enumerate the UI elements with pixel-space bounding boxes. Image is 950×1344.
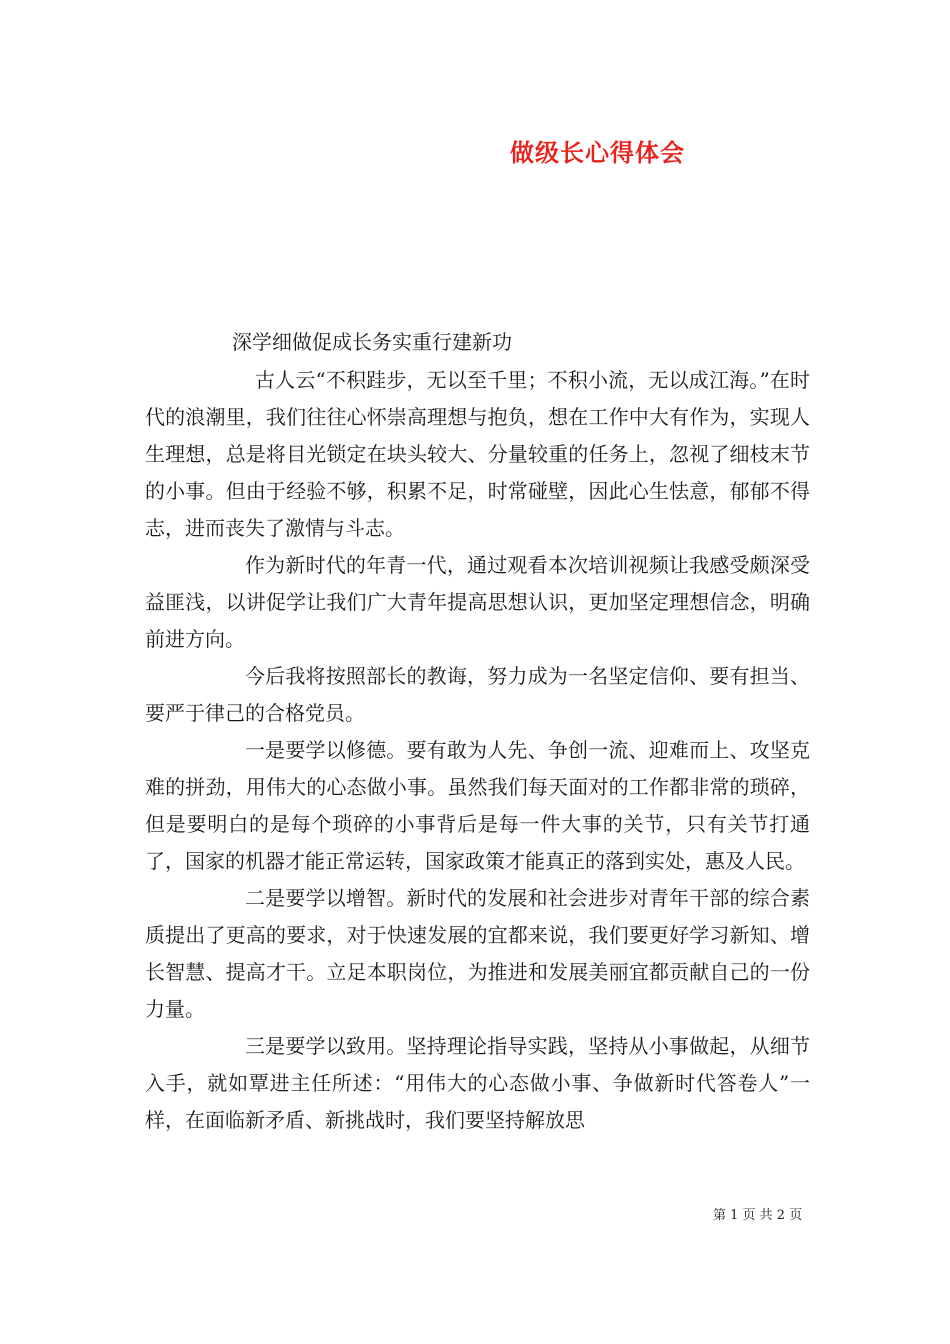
paragraph-5: 二是要学以增智。新时代的发展和社会进步对青年干部的综合素质提出了更高的要求，对于快速发展的宜都来说，我们要更好学习新知、增长智慧、提高才干。立足本职岗位，为推进和发展美丽宜都贡献自己的一份力量。 <box>145 886 810 1021</box>
document-body <box>145 362 810 1139</box>
document-subtitle: 深学细做促成长务实重行建新功 <box>232 330 512 354</box>
paragraph-3: 今后我将按照部长的教诲，努力成为一名坚定信仰、要有担当、要严于律己的合格党员。 <box>145 664 810 725</box>
document-title: 做级长心得体会 <box>510 138 685 167</box>
paragraph-1: 古人云“不积跬步，无以至千里；不积小流，无以成江海。”在时代的浪潮里，我们往往心怀崇高理想与抱负，想在工作中大有作为，实现人生理想，总是将目光锁定在块头较大、分量较重的任务上，忽视了细枝末节的小事。但由于经验不够，积累不足，时常碰壁，因此心生怯意，郁郁不得志，进而丧失了激情与斗志。 <box>145 368 810 540</box>
paragraph-4: 一是要学以修德。要有敢为人先、争创一流、迎难而上、攻坚克难的拼劲，用伟大的心态做小事。虽然我们每天面对的工作都非常的琐碎，但是要明白的是每个琐碎的小事背后是每一件大事的关节，只有关节打通了，国家的机器才能正常运转，国家政策才能真正的落到实处，惠及人民。 <box>145 738 810 873</box>
page-number: 第 1 页 共 2 页 <box>713 1208 803 1223</box>
paragraph-6: 三是要学以致用。坚持理论指导实践，坚持从小事做起，从细节入手，就如覃进主任所述：“用伟大的心态做小事、争做新时代答卷人”一样，在面临新矛盾、新挑战时，我们要坚持解放思 <box>145 1034 810 1132</box>
paragraph-2: 作为新时代的年青一代，通过观看本次培训视频让我感受颇深受益匪浅，以讲促学让我们广大青年提高思想认识，更加坚定理想信念，明确前进方向。 <box>145 553 810 651</box>
